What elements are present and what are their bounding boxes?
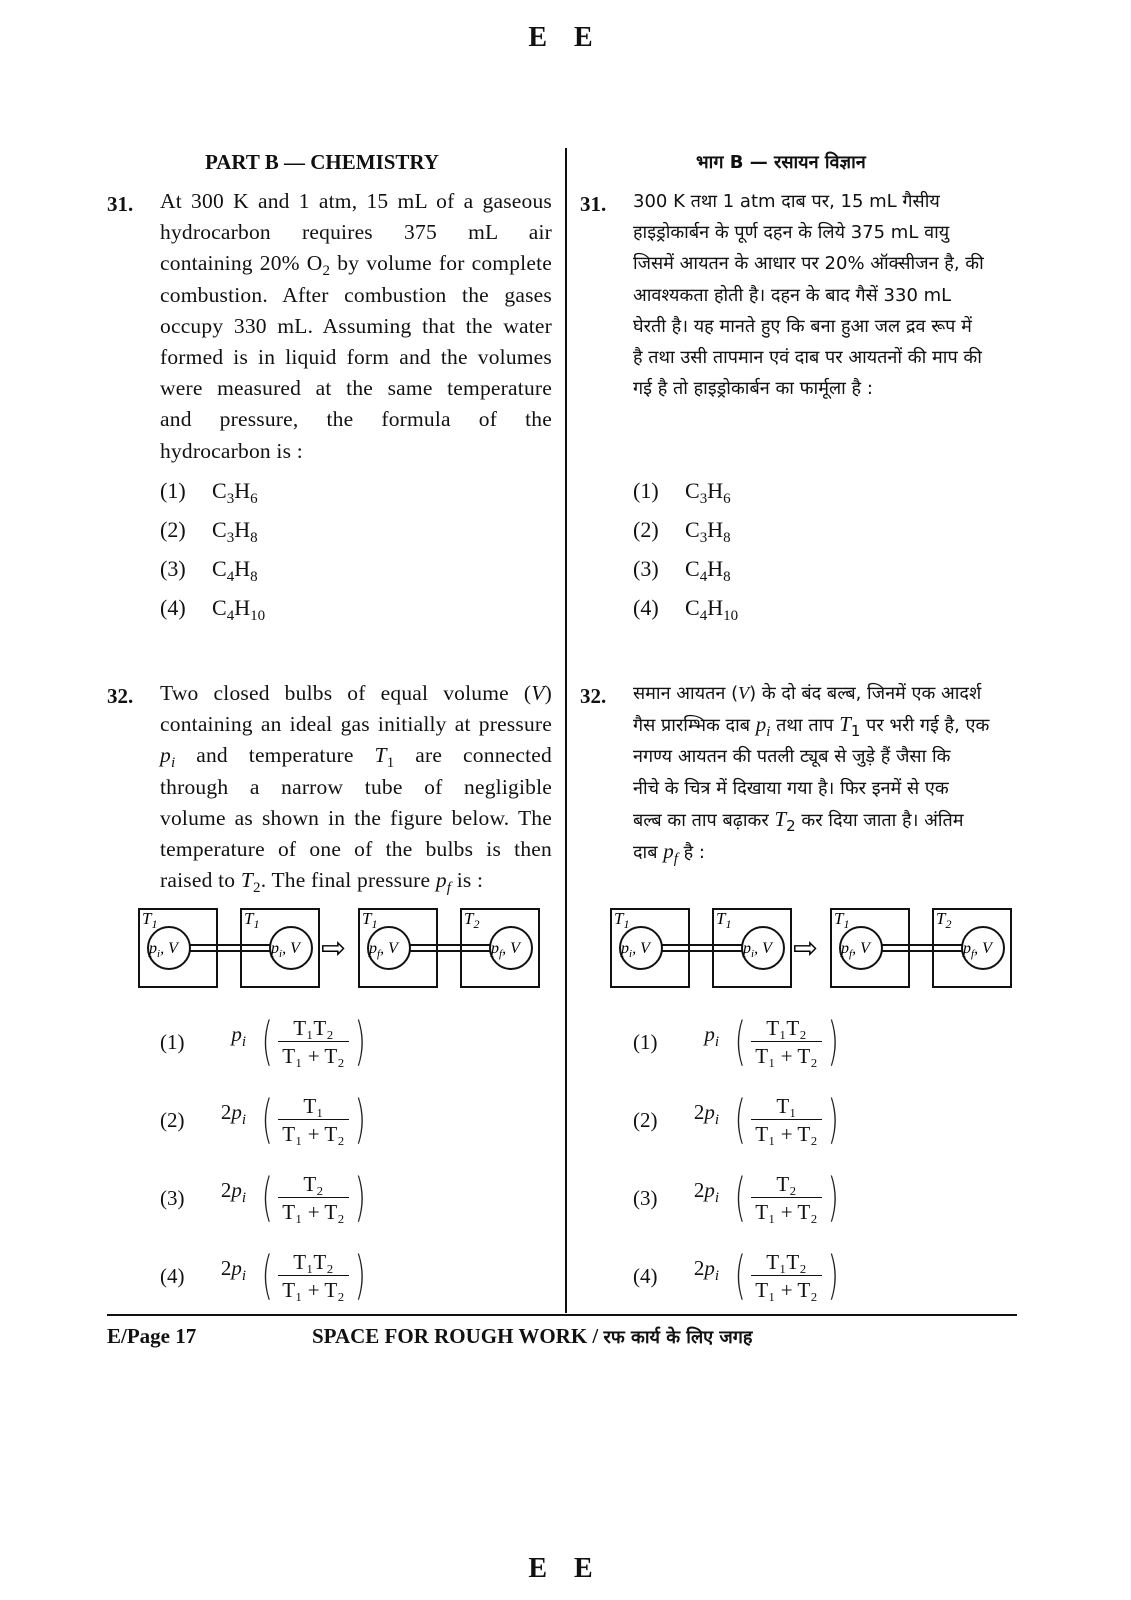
box-temperature-label: $T_1$ xyxy=(362,909,378,931)
rough-work-label-hi: रफ कार्य के लिए जगह xyxy=(603,1327,753,1348)
question-number-31-hi: 31. xyxy=(580,192,607,216)
question-number-32-hi: 32. xyxy=(580,684,607,708)
q32-option-1-en[interactable]: (1) $p_i$ ( $\frac{\text{T₁T₂}}{\text{T₁ + T₂}}$ ) xyxy=(160,1012,366,1072)
q31-hi-line: आवश्यकता होती है। दहन के बाद गैसें 330 mL xyxy=(633,284,952,306)
q32-en-line: volume as shown in the figure below. The xyxy=(160,805,552,830)
rough-work-label-en: SPACE FOR ROUGH WORK / xyxy=(312,1324,604,1348)
set-code-bottom: E E xyxy=(528,1553,603,1584)
q31-option-4-en[interactable]: (4) $C_4H_{10}$ xyxy=(160,595,266,624)
footer-divider xyxy=(107,1314,1017,1316)
q32-en-line: raised to $T_2$. The final pressure $p_f$ is : xyxy=(160,868,484,897)
bulb-pressure-label: $p_i$, V xyxy=(743,940,772,960)
q31-option-2-en[interactable]: (2) $C_3H_8$ xyxy=(160,517,258,546)
bulb-pressure-label: $p_f$, V xyxy=(963,940,992,960)
q32-option-2-hi[interactable]: (2) $2p_i$ ( $\frac{\text{T₁}}{\text{T₁ + T₂}}$ ) xyxy=(633,1090,839,1150)
part-title-en: PART B — CHEMISTRY xyxy=(205,150,440,174)
bulb-pressure-label: $p_f$, V xyxy=(369,940,398,960)
question-31-text-hi xyxy=(633,186,1028,404)
q32-hi-line: समान आयतन (V) के दो बंद बल्ब, जिनमें एक आदर्श xyxy=(633,683,982,704)
q31-en-line: occupy 330 mL. Assuming that the water xyxy=(160,313,552,338)
q32-en-line: temperature of one of the bulbs is then xyxy=(160,837,552,862)
q31-hi-line: घेरती है। यह मानते हुए कि बना हुआ जल द्रव रूप में xyxy=(633,315,972,337)
q32-option-4-en[interactable]: (4) $2p_i$ ( $\frac{\text{T₁T₂}}{\text{T₁ + T₂}}$ ) xyxy=(160,1246,366,1306)
q32-option-4-hi[interactable]: (4) $2p_i$ ( $\frac{\text{T₁T₂}}{\text{T₁ + T₂}}$ ) xyxy=(633,1246,839,1306)
q32-hi-line: दाब $p_f$ है : xyxy=(633,839,705,868)
q31-option-2-hi[interactable]: (2) $C_3H_8$ xyxy=(633,517,731,546)
q31-en-line: hydrocarbon is : xyxy=(160,438,303,463)
bulb-pressure-label: $p_i$, V xyxy=(271,940,300,960)
box-temperature-label: $T_2$ xyxy=(936,909,952,931)
q32-en-line: through a narrow tube of negligible xyxy=(160,774,552,799)
q31-en-line: At 300 K and 1 atm, 15 mL of a gaseous xyxy=(160,189,552,213)
question-32-text-en xyxy=(160,678,552,896)
q31-en-line: and pressure, the formula of the xyxy=(160,407,552,432)
box-temperature-label: $T_1$ xyxy=(142,909,158,931)
q31-en-line: were measured at the same temperature xyxy=(160,376,552,401)
question-32-text-hi xyxy=(633,678,1028,868)
rough-work-label xyxy=(312,1324,752,1349)
bulb-pressure-label: $p_f$, V xyxy=(841,940,870,960)
question-31-text-en xyxy=(160,186,552,467)
q32-option-1-hi[interactable]: (1) $p_i$ ( $\frac{\text{T₁T₂}}{\text{T₁ + T₂}}$ ) xyxy=(633,1012,839,1072)
question-number-31-en: 31. xyxy=(107,192,134,216)
q32-hi-line: नीचे के चित्र में दिखाया गया है। फिर इनमें से एक xyxy=(633,777,949,799)
q31-option-1-hi[interactable]: (1) $C_3H_6$ xyxy=(633,478,731,507)
page-number: E/Page 17 xyxy=(107,1324,197,1348)
question-number-32-en: 32. xyxy=(107,684,134,708)
q32-en-line: $p_i$ and temperature $T_1$ are connected xyxy=(160,743,552,772)
q31-en-line: formed is in liquid form and the volumes xyxy=(160,345,552,370)
bulb-pressure-label: $p_i$, V xyxy=(149,940,178,960)
column-divider xyxy=(565,148,567,1313)
q32-option-2-en[interactable]: (2) $2p_i$ ( $\frac{\text{T₁}}{\text{T₁ + T₂}}$ ) xyxy=(160,1090,366,1150)
q31-hi-line: जिसमें आयतन के आधार पर 20% ऑक्सीजन है, की xyxy=(633,253,984,275)
q31-hi-line: हाइड्रोकार्बन के पूर्ण दहन के लिये 375 mL वायु xyxy=(633,222,950,244)
q31-en-line: containing 20% $O_2$ by volume for complete xyxy=(160,251,552,280)
q31-hi-line: है तथा उसी तापमान एवं दाब पर आयतनों की माप की xyxy=(633,347,982,369)
q32-option-3-en[interactable]: (3) $2p_i$ ( $\frac{\text{T₂}}{\text{T₁ + T₂}}$ ) xyxy=(160,1168,366,1228)
q31-option-3-hi[interactable]: (3) $C_4H_8$ xyxy=(633,556,731,585)
box-temperature-label: $T_1$ xyxy=(244,909,260,931)
q32-hi-line: नगण्य आयतन की पतली ट्यूब से जुड़े हैं जैसा कि xyxy=(633,746,951,768)
transition-arrow-icon: ⇨ xyxy=(793,931,819,966)
q31-option-3-en[interactable]: (3) $C_4H_8$ xyxy=(160,556,258,585)
q31-option-4-hi[interactable]: (4) $C_4H_{10}$ xyxy=(633,595,739,624)
box-temperature-label: $T_1$ xyxy=(834,909,850,931)
box-temperature-label: $T_1$ xyxy=(716,909,732,931)
q32-en-line: Two closed bulbs of equal volume (V) xyxy=(160,681,552,705)
q32-hi-line: गैस प्रारम्भिक दाब $p_i$ तथा ताप $T_1$ पर भरी गई है, एक xyxy=(633,712,990,741)
q31-hi-line: गई है तो हाइड्रोकार्बन का फार्मूला है : xyxy=(633,378,873,400)
bulb-pressure-label: $p_f$, V xyxy=(491,940,520,960)
q31-en-line: combustion. After combustion the gases xyxy=(160,282,552,307)
part-title-hi: भाग B — रसायन विज्ञान xyxy=(696,152,866,173)
bulbs-figure-hi xyxy=(610,908,1020,994)
q31-option-1-en[interactable]: (1) $C_3H_6$ xyxy=(160,478,258,507)
bulb-pressure-label: $p_i$, V xyxy=(621,940,650,960)
q31-hi-line: 300 K तथा 1 atm दाब पर, 15 mL गैसीय xyxy=(633,191,940,212)
set-code-top: E E xyxy=(528,22,603,53)
transition-arrow-icon: ⇨ xyxy=(321,931,347,966)
box-temperature-label: $T_2$ xyxy=(464,909,480,931)
q32-hi-line: बल्ब का ताप बढ़ाकर $T_2$ कर दिया जाता है। अंतिम xyxy=(633,806,964,835)
box-temperature-label: $T_1$ xyxy=(614,909,630,931)
q31-en-line: hydrocarbon requires 375 mL air xyxy=(160,220,552,245)
q32-en-line: containing an ideal gas initially at pressure xyxy=(160,712,552,737)
q32-option-3-hi[interactable]: (3) $2p_i$ ( $\frac{\text{T₂}}{\text{T₁ + T₂}}$ ) xyxy=(633,1168,839,1228)
bulbs-figure-en xyxy=(138,908,548,994)
